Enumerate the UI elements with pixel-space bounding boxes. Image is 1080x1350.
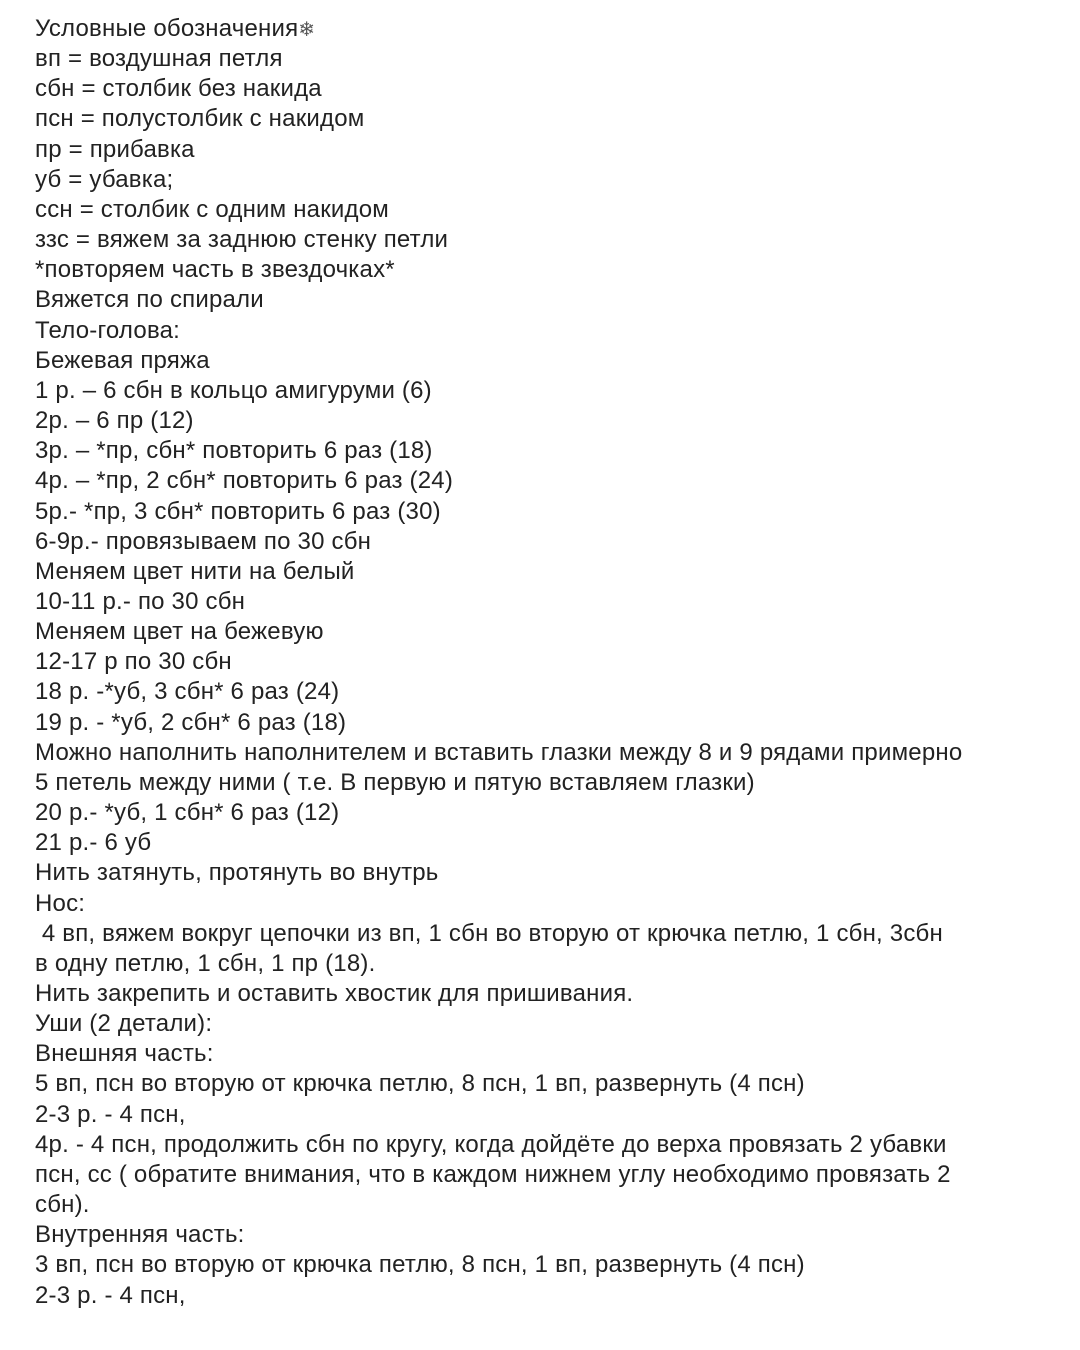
- text-line: Внешняя часть:: [35, 1040, 214, 1068]
- text-line: Бежевая пряжа: [35, 346, 210, 374]
- text-line: Можно наполнить наполнителем и вставить глазки между 8 и 9 рядами примерно: [35, 738, 963, 766]
- text-line: Меняем цвет нити на белый: [35, 557, 355, 585]
- text-line: псн, сс ( обратите внимания, что в каждом нижнем углу необходимо провязать 2: [35, 1160, 951, 1188]
- text-line: 1 р. – 6 сбн в кольцо амигуруми (6): [35, 376, 432, 404]
- text-line: 2р. – 6 пр (12): [35, 407, 194, 435]
- text-line: 12-17 р по 30 сбн: [35, 648, 232, 676]
- text-line: *повторяем часть в звездочках*: [35, 256, 395, 284]
- text-line: Внутренняя часть:: [35, 1221, 245, 1249]
- text-line: 4р. – *пр, 2 сбн* повторить 6 раз (24): [35, 467, 454, 495]
- text-line: 20 р.- *уб, 1 сбн* 6 раз (12): [35, 799, 340, 827]
- text-line: сбн).: [35, 1191, 90, 1219]
- document-title-line: [35, 14, 1065, 44]
- text-line: 4р. - 4 псн, продолжить сбн по кругу, когда дойдёте до верха провязать 2 убавки: [35, 1130, 947, 1158]
- text-line: в одну петлю, 1 сбн, 1 пр (18).: [35, 949, 376, 977]
- text-line: ззс = вяжем за заднюю стенку петли: [35, 226, 449, 254]
- snowflake-icon: ❄: [298, 17, 316, 41]
- text-line: 18 р. -*уб, 3 сбн* 6 раз (24): [35, 678, 340, 706]
- text-line: 5 вп, псн во вторую от крючка петлю, 8 псн, 1 вп, развернуть (4 псн): [35, 1070, 805, 1098]
- text-line: уб = убавка;: [35, 165, 174, 193]
- text-line: 2-3 р. - 4 псн,: [35, 1100, 186, 1128]
- text-line: пр = прибавка: [35, 135, 195, 163]
- text-line: Вяжется по спирали: [35, 286, 264, 314]
- text-line: Меняем цвет на бежевую: [35, 618, 324, 646]
- text-line: 6-9р.- провязываем по 30 сбн: [35, 527, 372, 555]
- text-line: 5р.- *пр, 3 сбн* повторить 6 раз (30): [35, 497, 441, 525]
- text-line: 3р. – *пр, сбн* повторить 6 раз (18): [35, 437, 433, 465]
- text-line: 3 вп, псн во вторую от крючка петлю, 8 псн, 1 вп, развернуть (4 псн): [35, 1251, 805, 1279]
- text-line: сбн = столбик без накида: [35, 75, 322, 103]
- text-line: 10-11 р.- по 30 сбн: [35, 587, 246, 615]
- text-line: Нить закрепить и оставить хвостик для пришивания.: [35, 980, 634, 1007]
- text-line: 19 р. - *уб, 2 сбн* 6 раз (18): [35, 708, 347, 736]
- text-line: 4 вп, вяжем вокруг цепочки из вп, 1 сбн во вторую от крючка петлю, 1 сбн, 3сбн: [35, 919, 943, 947]
- text-line: псн = полустолбик с накидом: [35, 105, 365, 133]
- text-line: 2-3 р. - 4 псн,: [35, 1281, 186, 1309]
- pattern-document: [35, 14, 1065, 1311]
- text-line: вп = воздушная петля: [35, 45, 283, 73]
- text-line: Уши (2 детали):: [35, 1010, 213, 1038]
- text-line: 21 р.- 6 уб: [35, 829, 152, 857]
- text-line: 5 петель между ними ( т.е. В первую и пятую вставляем глазки): [35, 768, 755, 796]
- document-title: Условные обозначения: [35, 15, 299, 42]
- text-line: Нос:: [35, 889, 86, 917]
- text-line: Нить затянуть, протянуть во внутрь: [35, 859, 439, 887]
- text-line: ссн = столбик с одним накидом: [35, 195, 389, 223]
- text-line: Тело-голова:: [35, 316, 181, 344]
